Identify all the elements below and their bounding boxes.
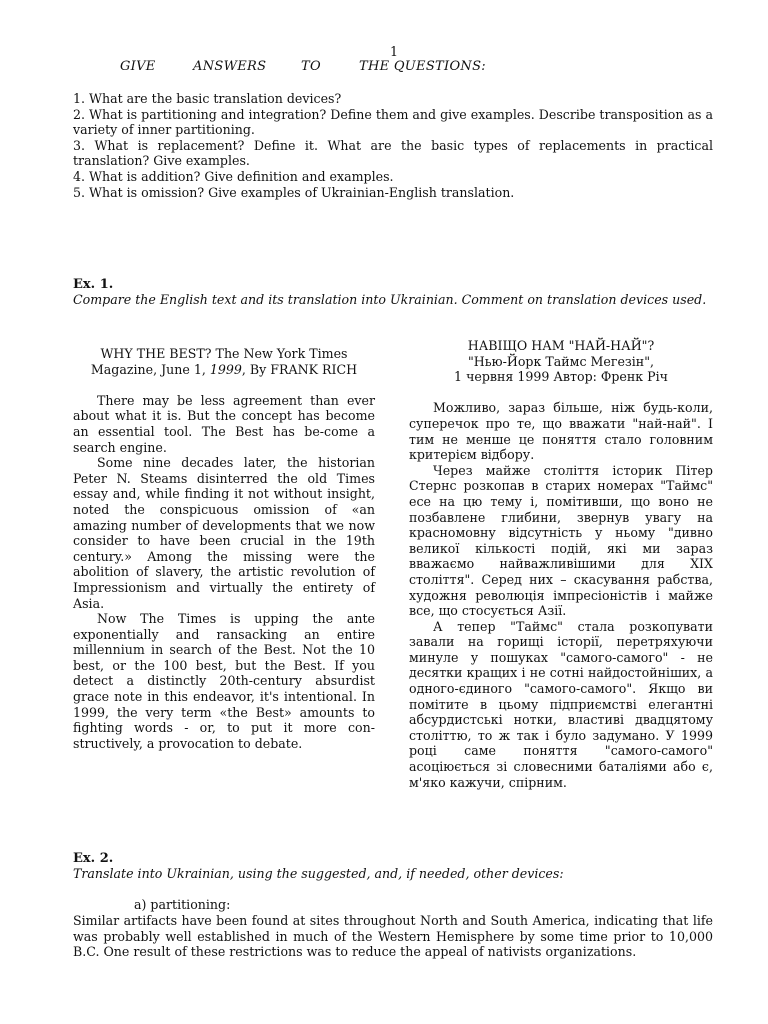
page-heading bbox=[120, 59, 486, 75]
heading-word-questions: THE QUESTIONS: bbox=[359, 59, 486, 74]
exercise-1-label: Ex. 1. bbox=[73, 277, 114, 292]
english-article-title bbox=[73, 346, 375, 377]
ukrainian-title-line: 1 червня 1999 Автор: Френк Річ bbox=[454, 369, 668, 385]
heading-word-give: GIVE bbox=[120, 59, 156, 74]
ukrainian-paragraph: Можливо, зараз більше, ніж будь-коли, суперечок про те, що вважати "най-най". І тим не менше це поняття стало головним критерієм відбору. bbox=[409, 400, 713, 463]
questions-list bbox=[73, 91, 713, 200]
ukrainian-title-line: НАВІЩО НАМ "НАЙ-НАЙ"? bbox=[467, 338, 655, 353]
heading-word-to: TO bbox=[301, 59, 321, 74]
question-item: 3. What is replacement? Define it. What are the basic types of replacements in practical translation? Give examples. bbox=[73, 137, 713, 169]
ukrainian-paragraph: Через майже століття історик Пітер Стернс розкопав в старих номерах "Таймс" есе на цю тему і, помітивши, що воно не позбавлене глибини, звернув увагу на красномовну відсутність у ньому "дивно великої кількості подій, які ми зараз вважаємо найважливішими для XIX століття". Серед них – скасування рабства, художня революція імпресіоністів і майже все, що стосується Азії. bbox=[409, 462, 713, 619]
ukrainian-title-line: "Нью-Йорк Таймс Мегезін", bbox=[468, 353, 654, 369]
english-title-pre: WHY THE BEST? The New York Times Magazine, June 1, bbox=[90, 346, 348, 377]
ukrainian-text-column bbox=[409, 338, 713, 790]
question-item: 5. What is omission? Give examples of Ukrainian-English translation. bbox=[73, 184, 515, 200]
english-paragraph: Now The Times is upping the ante exponentially and ransacking an entire millennium in search of the Best. Not the 10 best, or the 100 best, but the Best. If you detect a distinctly 20th-century absurdist grace note in this endeavor, it's intentional. In 1999, the very term «the Best» amounts to fighting words - or, to put it more con-structively, a provocation to debate. bbox=[73, 611, 375, 751]
ukrainian-paragraph: А тепер "Таймс" стала розкопувати завали на горищі історії, перетряхуючи минуле у пошуках "самого-самого" - не десятки кращих і не сотні найдостойніших, а одного-єдиного "самого-самого". Якщо ви помітите в цьому підприємстві елегантні абсурдистські нотки, властиві двадцятому століттю, то ж так і було задумано. У 1999 році саме поняття "самого-самого" асоціюється зі словесними баталіями або є, м'яко кажучи, спірним. bbox=[409, 618, 713, 790]
exercise-1-instruction: Compare the English text and its translation into Ukrainian. Comment on translation devices used. bbox=[73, 292, 707, 307]
heading-word-answers: ANSWERS bbox=[193, 59, 267, 74]
question-item: 4. What is addition? Give definition and examples. bbox=[73, 168, 394, 184]
english-title-post: , By FRANK RICH bbox=[241, 361, 358, 377]
exercise-2-label: Ex. 2. bbox=[73, 851, 114, 866]
page-number: 1 bbox=[389, 44, 398, 59]
english-paragraph: There may be less agreement than ever about what it is. But the concept has become an essential tool. The Best has be-come a search engine. bbox=[73, 392, 375, 455]
english-paragraph: Some nine decades later, the historian Peter N. Steams disinterred the old Times essay and, while finding it not without insight, noted the conspicuous omission of «an amazing number of developments that we now consider to have been crucial in the 19th century.» Among the missing were the abolition of slavery, the artistic revolution of Impressionism and virtually the entirety of Asia. bbox=[73, 455, 375, 611]
question-item: 2. What is partitioning and integration? Define them and give examples. Describe transposition as a variety of inner partitioning. bbox=[73, 106, 713, 138]
question-item: 1. What are the basic translation devices? bbox=[73, 91, 342, 106]
partitioning-subheading: a) partitioning: bbox=[134, 897, 231, 912]
exercise-2-text: Similar artifacts have been found at sites throughout North and South America, indicating that life was probably well established in much of the Western Hemisphere by some time prior to 10,000 B.C. One result of these restrictions was to reduce the appeal of nativists organizations. bbox=[73, 913, 713, 960]
exercise-2-instruction: Translate into Ukrainian, using the suggested, and, if needed, other devices: bbox=[73, 866, 564, 881]
english-title-year: 1999 bbox=[209, 361, 242, 377]
spacer bbox=[409, 385, 713, 401]
ukrainian-article-title bbox=[409, 338, 713, 385]
english-text-column bbox=[73, 346, 375, 751]
